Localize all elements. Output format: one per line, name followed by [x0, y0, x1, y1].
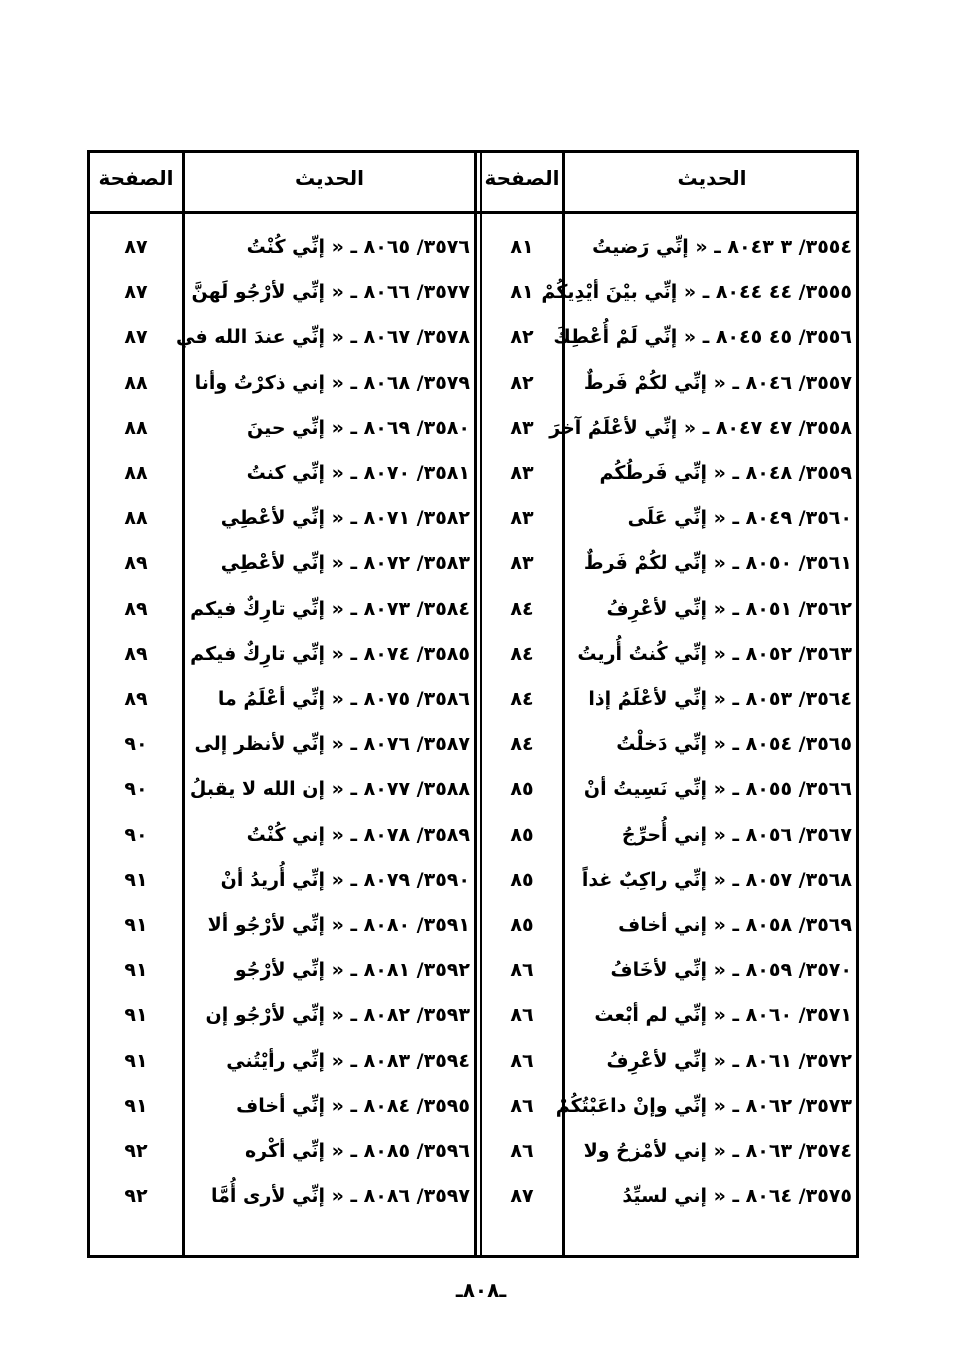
table-row	[90, 1174, 856, 1219]
table-row	[90, 225, 856, 270]
hadith-entry-left: ٣٥٨٧/ ٨٠٧٦ ـ « إنِّي لأنظر إلى	[194, 733, 470, 756]
page-ref-right: ٨٤	[510, 642, 534, 665]
hadith-entry-right: ٣٥٥٤/ ٣ ٨٠٤٣ ـ « إنِّي رَضيتُ	[592, 236, 852, 258]
hadith-entry-left: ٣٥٨٣/ ٨٠٧٢ ـ « إنِّي لأعْطِي	[220, 552, 470, 575]
hadith-entry-right: ٣٥٦٧/ ٨٠٥٦ ـ « إني أُحرِّجُ	[621, 823, 852, 846]
table-row	[90, 993, 856, 1038]
hadith-entry-left: ٣٥٨٥/ ٨٠٧٤ ـ « إنِّي تارِكٌ فيكم	[190, 642, 470, 665]
page-ref-left: ٨٨	[124, 507, 148, 530]
header-page-left: الصفحة	[98, 166, 174, 190]
hadith-entry-right: ٣٥٥٥/ ٤٤ ٨٠٤٤ ـ « إنِّي بيْنَ أيْدِيكُمْ	[541, 281, 852, 304]
page-ref-right: ٨٦	[510, 1004, 534, 1027]
page-ref-left: ٩٠	[124, 733, 148, 756]
hadith-entry-right: ٣٥٦٥/ ٨٠٥٤ ـ « إنِّي دَخلْتُ	[616, 733, 852, 756]
page-ref-left: ٨٩	[124, 642, 148, 665]
hadith-entry-left: ٣٥٩٦/ ٨٠٨٥ ـ « إنِّي أكْره	[244, 1140, 470, 1162]
table-row	[90, 632, 856, 677]
page-ref-left: ٨٧	[124, 326, 148, 349]
hadith-entry-right: ٣٥٦٠/ ٨٠٤٩ ـ « إنِّي عَلَى	[627, 507, 852, 530]
table-row	[90, 948, 856, 993]
hadith-entry-right: ٣٥٧٢/ ٨٠٦١ ـ « إنِّي لأعْرِفُ	[606, 1049, 852, 1072]
page-ref-right: ٨٣	[510, 462, 534, 484]
header-divider	[90, 211, 856, 214]
header-hadith-left: الحديث	[294, 166, 364, 190]
table-row	[90, 496, 856, 541]
table-row	[90, 587, 856, 632]
hadith-entry-left: ٣٥٨١/ ٨٠٧٠ ـ « إنِّي كنتُ	[246, 462, 470, 484]
hadith-entry-right: ٣٥٥٩/ ٨٠٤٨ ـ « إنِّي فَرطُكُم	[599, 462, 852, 484]
hadith-entry-left: ٣٥٩١/ ٨٠٨٠ ـ « إنِّي لأرْجُو ألا	[207, 914, 470, 936]
page-ref-right: ٨٤	[510, 733, 534, 756]
page-ref-left: ٩٢	[124, 1185, 148, 1208]
hadith-entry-left: ٣٥٩٧/ ٨٠٨٦ ـ « إنِّي لأرى أُمَّا	[211, 1185, 470, 1208]
hadith-entry-left: ٣٥٩٣/ ٨٠٨٢ ـ « إنِّي لأرْجُو إن	[205, 1004, 470, 1027]
hadith-entry-left: ٣٥٩٠/ ٨٠٧٩ ـ « إنِّي أُريدُ أنْ	[220, 868, 470, 891]
table-row	[90, 858, 856, 903]
page-ref-right: ٨٦	[510, 1140, 534, 1162]
table-row	[90, 903, 856, 948]
hadith-entry-right: ٣٥٧٤/ ٨٠٦٣ ـ « إني لأمْزحُ ولا	[583, 1140, 852, 1162]
hadith-entry-left: ٣٥٨٦/ ٨٠٧٥ ـ « إنِّي أعْلَمُ ما	[217, 688, 470, 710]
page-ref-left: ٨٧	[124, 281, 148, 304]
hadith-entry-left: ٣٥٨٩/ ٨٠٧٨ ـ « إني كُنْتُ	[246, 823, 470, 846]
page-ref-right: ٨٥	[510, 778, 534, 801]
hadith-entry-right: ٣٥٦٤/ ٨٠٥٣ ـ « إنِّي لأعْلَمُ إذا	[588, 688, 852, 710]
page-ref-right: ٨٣	[510, 416, 534, 439]
page-ref-left: ٨٧	[124, 236, 148, 258]
page-ref-right: ٨٤	[510, 597, 534, 620]
page-ref-right: ٨١	[510, 281, 534, 304]
table-row	[90, 315, 856, 360]
hadith-entry-left: ٣٥٩٥/ ٨٠٨٤ ـ « إنِّي أخاف	[236, 1094, 470, 1117]
table-row	[90, 677, 856, 722]
page-ref-right: ٨٦	[510, 959, 534, 982]
hadith-entry-left: ٣٥٧٧/ ٨٠٦٦ ـ « إنِّي لأرْجُو لَهنَّ	[191, 281, 470, 304]
table-row	[90, 270, 856, 315]
table-row	[90, 406, 856, 451]
hadith-entry-right: ٣٥٥٧/ ٨٠٤٦ ـ « إنِّي لكُمْ فَرطٌ	[583, 371, 852, 394]
page-ref-right: ٨٥	[510, 868, 534, 891]
page-ref-left: ٩١	[124, 914, 148, 936]
page-ref-right: ٨٣	[510, 507, 534, 530]
hadith-entry-left: ٣٥٩٢/ ٨٠٨١ ـ « إنِّي لأرْجُو	[234, 959, 470, 982]
hadith-entry-left: ٣٥٩٤/ ٨٠٨٣ ـ « إنِّي رأيْتُني	[226, 1049, 470, 1072]
page-ref-right: ٨٥	[510, 823, 534, 846]
hadith-entry-left: ٣٥٨٢/ ٨٠٧١ ـ « إنِّي لأعْطِي	[220, 507, 470, 530]
hadith-entry-right: ٣٥٦٢/ ٨٠٥١ ـ « إنِّي لأعْرِفُ	[606, 597, 852, 620]
page-ref-right: ٨٥	[510, 914, 534, 936]
page-ref-right: ٨٦	[510, 1049, 534, 1072]
table-row	[90, 1084, 856, 1129]
hadith-entry-left: ٣٥٨٤/ ٨٠٧٣ ـ « إنِّي تارِكٌ فيكم	[190, 597, 470, 620]
hadith-entry-right: ٣٥٧٠/ ٨٠٥٩ ـ « إنِّي لأخَافُ	[610, 959, 852, 982]
page-ref-left: ٩٢	[124, 1140, 148, 1162]
page-ref-right: ٨٧	[510, 1185, 534, 1208]
page-ref-left: ٨٨	[124, 416, 148, 439]
table-row	[90, 451, 856, 496]
page-ref-right: ٨٢	[510, 326, 534, 349]
page-number: ـ٨٠٨ـ	[455, 1278, 507, 1302]
hadith-entry-left: ٣٥٨٠/ ٨٠٦٩ ـ « إنِّي حينَ	[247, 416, 470, 439]
hadith-entry-right: ٣٥٧١/ ٨٠٦٠ ـ « إنِّي لم أبْعث	[594, 1004, 852, 1027]
hadith-entry-left: ٣٥٧٨/ ٨٠٦٧ ـ « إنِّي عندَ الله في	[176, 326, 470, 349]
hadith-entry-right: ٣٥٦٩/ ٨٠٥٨ ـ « إني أخاف	[618, 914, 852, 936]
hadith-entry-right: ٣٥٧٥/ ٨٠٦٤ ـ « إني لسيِّدُ	[622, 1185, 852, 1208]
page-ref-right: ٨٣	[510, 552, 534, 575]
hadith-entry-right: ٣٥٦٣/ ٨٠٥٢ ـ « إنِّي كُنتُ أُريتُ	[577, 642, 852, 665]
table-row	[90, 361, 856, 406]
hadith-entry-right: ٣٥٥٨/ ٤٧ ٨٠٤٧ ـ « إنِّي لأعْلَمُ آخرَ	[549, 416, 852, 439]
header-hadith-right: الحديث	[677, 166, 747, 190]
page-ref-left: ٩٠	[124, 823, 148, 846]
page-ref-right: ٨١	[510, 236, 534, 258]
table-row	[90, 1039, 856, 1084]
table-row	[90, 722, 856, 767]
hadith-entry-right: ٣٥٧٣/ ٨٠٦٢ ـ « إنِّي وإنْ داعَبْتُكُمْ	[555, 1094, 852, 1117]
page-ref-left: ٩١	[124, 1094, 148, 1117]
table-row	[90, 1129, 856, 1174]
table-row	[90, 767, 856, 812]
page-ref-right: ٨٤	[510, 688, 534, 710]
hadith-entry-left: ٣٥٨٨/ ٨٠٧٧ ـ « إن الله لا يقبلُ	[189, 778, 470, 801]
page-ref-left: ٩١	[124, 868, 148, 891]
page-ref-right: ٨٢	[510, 371, 534, 394]
page-ref-right: ٨٦	[510, 1094, 534, 1117]
page-ref-left: ٩١	[124, 1004, 148, 1027]
index-table	[87, 150, 859, 1258]
page-ref-left: ٩١	[124, 1049, 148, 1072]
hadith-entry-right: ٣٥٦١/ ٨٠٥٠ ـ « إنِّي لكُمْ فَرطٌ	[583, 552, 852, 575]
page-ref-left: ٨٨	[124, 462, 148, 484]
page-ref-left: ٨٨	[124, 371, 148, 394]
hadith-entry-left: ٣٥٧٩/ ٨٠٦٨ ـ « إني ذكرْتُ وأنا	[194, 371, 470, 394]
page-ref-left: ٨٩	[124, 597, 148, 620]
header-page-right: الصفحة	[484, 166, 560, 190]
hadith-entry-right: ٣٥٦٨/ ٨٠٥٧ ـ « إنِّي راكِبٌ غداً	[581, 868, 852, 891]
table-row	[90, 541, 856, 586]
page-ref-left: ٨٩	[124, 688, 148, 710]
hadith-entry-left: ٣٥٧٦/ ٨٠٦٥ ـ « إنِّي كُنْتُ	[246, 236, 470, 258]
page-ref-left: ٩١	[124, 959, 148, 982]
hadith-entry-right: ٣٥٥٦/ ٤٥ ٨٠٤٥ ـ « إنِّي لَمْ أُعْطِكَ	[553, 326, 852, 349]
page-ref-left: ٩٠	[124, 778, 148, 801]
table-row	[90, 813, 856, 858]
page-ref-left: ٨٩	[124, 552, 148, 575]
hadith-entry-right: ٣٥٦٦/ ٨٠٥٥ ـ « إنِّي نَسِيتُ أنْ	[583, 778, 852, 801]
